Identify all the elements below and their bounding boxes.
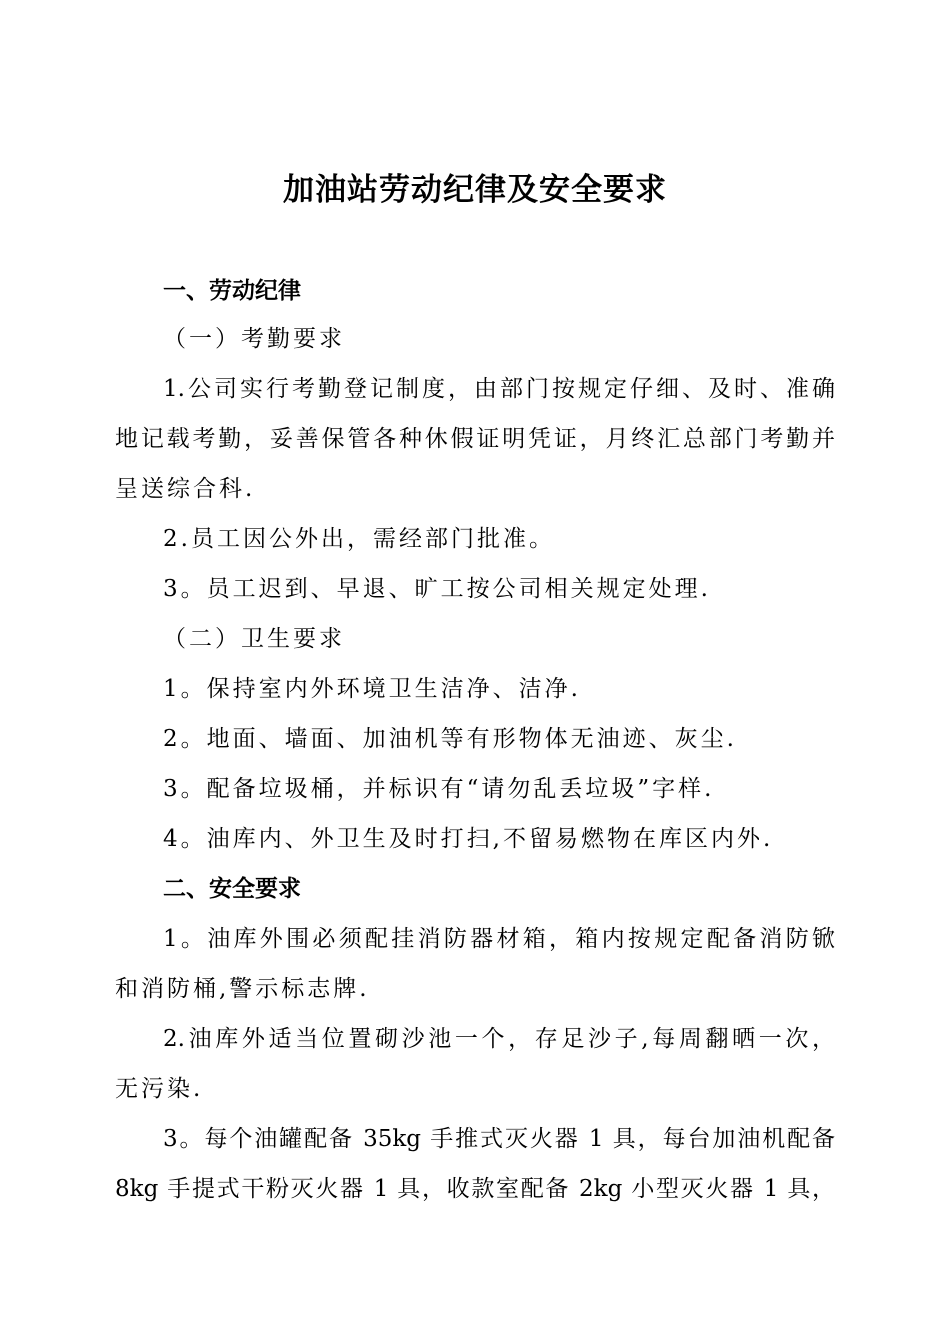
safety-item-2-line-1: 2.油库外适当位置砌沙池一个，存足沙子,每周翻晒一次，: [163, 1026, 835, 1052]
attendance-item-2: 2.员工因公外出，需经部门批准。: [163, 526, 555, 552]
subsection-heading-hygiene: （二）卫生要求: [163, 626, 345, 652]
safety-item-3-line-2: 8kg 手提式干粉灭火器 1 具，收款室配备 2kg 小型灭火器 1 具，: [115, 1176, 835, 1202]
safety-item-1-line-2: 和消防桶,警示标志牌.: [115, 976, 370, 1002]
hygiene-item-1: 1。保持室内外环境卫生洁净、洁净.: [163, 676, 581, 702]
section-heading-labor-discipline: 一、劳动纪律: [163, 278, 301, 304]
hygiene-item-2: 2。地面、墙面、加油机等有形物体无油迹、灰尘.: [163, 726, 737, 752]
safety-item-2-line-2: 无污染.: [115, 1076, 204, 1102]
safety-item-3-line-1: 3。每个油罐配备 35kg 手推式灭火器 1 具，每台加油机配备: [163, 1126, 835, 1152]
section-heading-safety: 二、安全要求: [163, 876, 301, 902]
document-title: 加油站劳动纪律及安全要求: [283, 172, 667, 208]
subsection-heading-attendance: （一）考勤要求: [163, 326, 345, 352]
attendance-item-1-line-3: 呈送综合科.: [115, 476, 256, 502]
attendance-item-1-line-2: 地记载考勤，妥善保管各种休假证明凭证，月终汇总部门考勤并: [115, 426, 835, 452]
attendance-item-3: 3。员工迟到、早退、旷工按公司相关规定处理.: [163, 576, 711, 602]
attendance-item-1-line-1: 1.公司实行考勤登记制度，由部门按规定仔细、及时、准确: [163, 376, 835, 402]
hygiene-item-4: 4。油库内、外卫生及时打扫,不留易燃物在库区内外.: [163, 826, 774, 852]
safety-item-1-line-1: 1。油库外围必须配挂消防器材箱，箱内按规定配备消防锨: [163, 926, 835, 952]
hygiene-item-3: 3。配备垃圾桶，并标识有“请勿乱丢垃圾”字样.: [163, 776, 715, 802]
